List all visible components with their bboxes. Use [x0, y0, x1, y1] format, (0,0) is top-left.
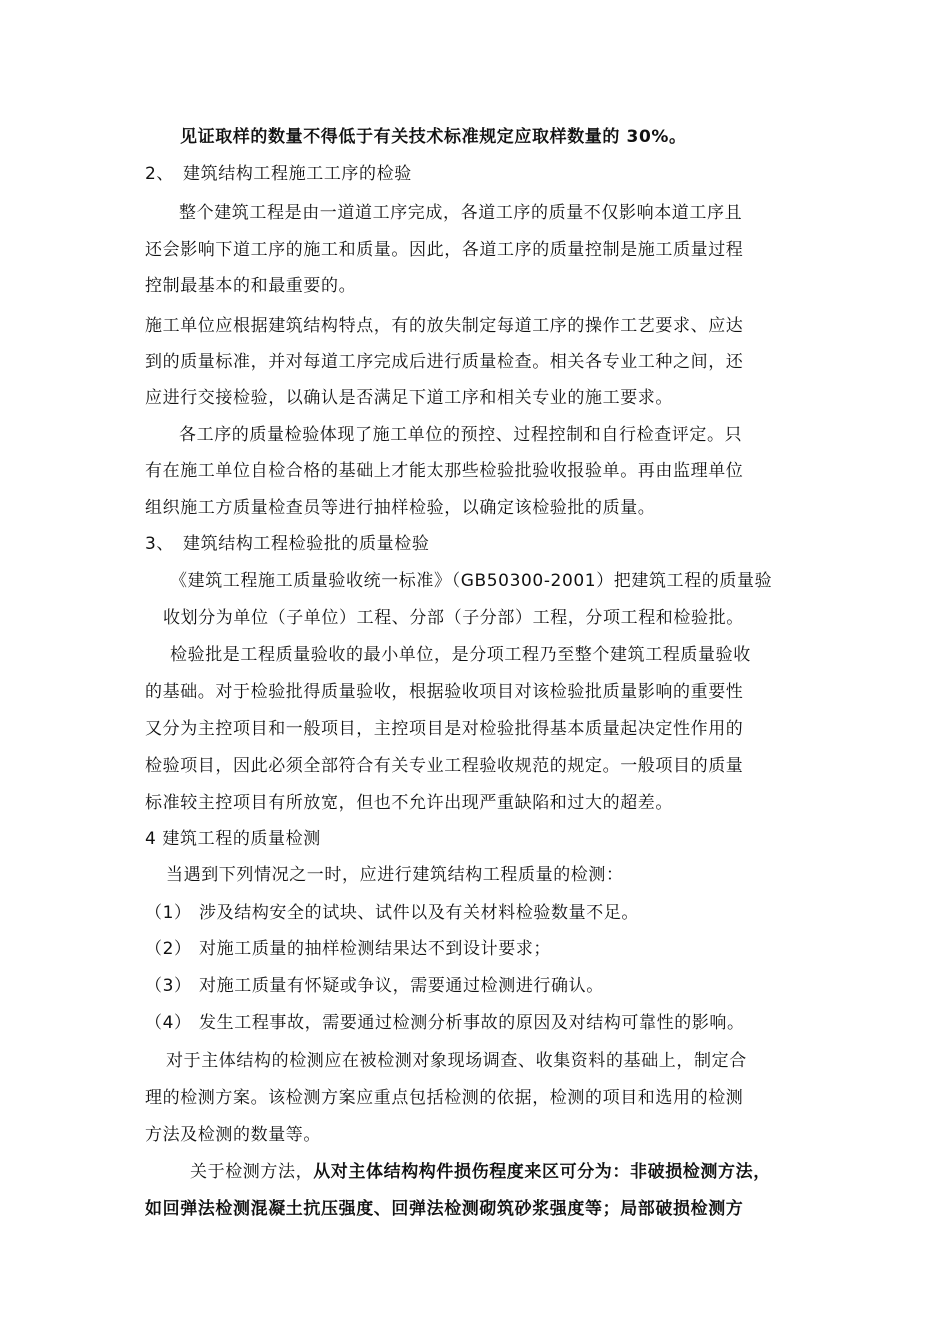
paragraph-line: 当遇到下列情况之一时，应进行建筑结构工程质量的检测： — [166, 865, 624, 885]
list-item — [145, 938, 551, 960]
paragraph-line: 组织施工方质量检查员等进行抽样检验，以确定该检验批的质量。 — [145, 498, 656, 518]
section-title: 建筑结构工程检验批的质量检验 — [183, 534, 430, 554]
paragraph-line: 对于主体结构的检测应在被检测对象现场调查、收集资料的基础上，制定合 — [166, 1051, 747, 1071]
paragraph-line: 整个建筑工程是由一道道工序完成，各道工序的质量不仅影响本道工序且 — [179, 203, 743, 223]
paragraph-line: 检验项目，因此必须全部符合有关专业工程验收规范的规定。一般项目的质量 — [145, 756, 744, 776]
paragraph-line: 收划分为单位（子单位）工程、分部（子分部）工程，分项工程和检验批。 — [163, 608, 744, 628]
section-title: 建筑结构工程施工工序的检验 — [183, 164, 412, 184]
list-text: 发生工程事故，需要通过检测分析事故的原因及对结构可靠性的影响。 — [199, 1013, 745, 1033]
paragraph-line: 方法及检测的数量等。 — [145, 1125, 321, 1145]
list-text: 对施工质量的抽样检测结果达不到设计要求； — [199, 939, 552, 959]
paragraph-line: 各工序的质量检验体现了施工单位的预控、过程控制和自行检查评定。只 — [179, 425, 743, 445]
paragraph-line: 施工单位应根据建筑结构特点，有的放失制定每道工序的操作工艺要求、应达 — [145, 316, 744, 336]
list-number: （2） — [145, 939, 192, 959]
section-number: 3、 — [145, 534, 175, 554]
paragraph-line — [190, 1161, 771, 1183]
paragraph-line: 有在施工单位自检合格的基础上才能太那些检验批验收报验单。再由监理单位 — [145, 461, 744, 481]
list-number: （3） — [145, 976, 192, 996]
list-item — [145, 975, 604, 997]
paragraph-line: 还会影响下道工序的施工和质量。因此，各道工序的质量控制是施工质量过程 — [145, 240, 744, 260]
section-number: 2、 — [145, 164, 175, 184]
paragraph-line: 见证取样的数量不得低于有关技术标准规定应取样数量的 30%。 — [180, 127, 687, 147]
paragraph-line: 又分为主控项目和一般项目，主控项目是对检验批得基本质量起决定性作用的 — [145, 719, 744, 739]
list-text: 对施工质量有怀疑或争议，需要通过检测进行确认。 — [199, 976, 604, 996]
paragraph-line: 到的质量标准，并对每道工序完成后进行质量检查。相关各专业工种之间，还 — [145, 352, 744, 372]
paragraph-line: 应进行交接检验，以确认是否满足下道工序和相关专业的施工要求。 — [145, 388, 673, 408]
paragraph-line: 理的检测方案。该检测方案应重点包括检测的依据，检测的项目和选用的检测 — [145, 1088, 744, 1108]
section-heading: 4 建筑工程的质量检测 — [145, 829, 321, 849]
paragraph-line: 《建筑工程施工质量验收统一标准》（GB50300-2001）把建筑工程的质量验 — [170, 571, 773, 591]
paragraph-run-bold: 从对主体结构构件损伤程度来区可分为：非破损检测方法， — [313, 1162, 771, 1182]
paragraph-line: 标准较主控项目有所放宽，但也不允许出现严重缺陷和过大的超差。 — [145, 793, 673, 813]
paragraph-line: 控制最基本的和最重要的。 — [145, 276, 357, 296]
list-text: 涉及结构安全的试块、试件以及有关材料检验数量不足。 — [199, 903, 640, 923]
paragraph-run: 关于检测方法， — [190, 1162, 314, 1182]
section-heading — [145, 533, 429, 555]
list-item — [145, 902, 639, 924]
list-item — [145, 1012, 745, 1034]
paragraph-line: 检验批是工程质量验收的最小单位，是分项工程乃至整个建筑工程质量验收 — [170, 645, 751, 665]
paragraph-line: 如回弹法检测混凝土抗压强度、回弹法检测砌筑砂浆强度等；局部破损检测方 — [145, 1199, 744, 1219]
section-heading — [145, 163, 412, 185]
paragraph-line: 的基础。对于检验批得质量验收，根据验收项目对该检验批质量影响的重要性 — [145, 682, 744, 702]
list-number: （1） — [145, 903, 192, 923]
list-number: （4） — [145, 1013, 192, 1033]
